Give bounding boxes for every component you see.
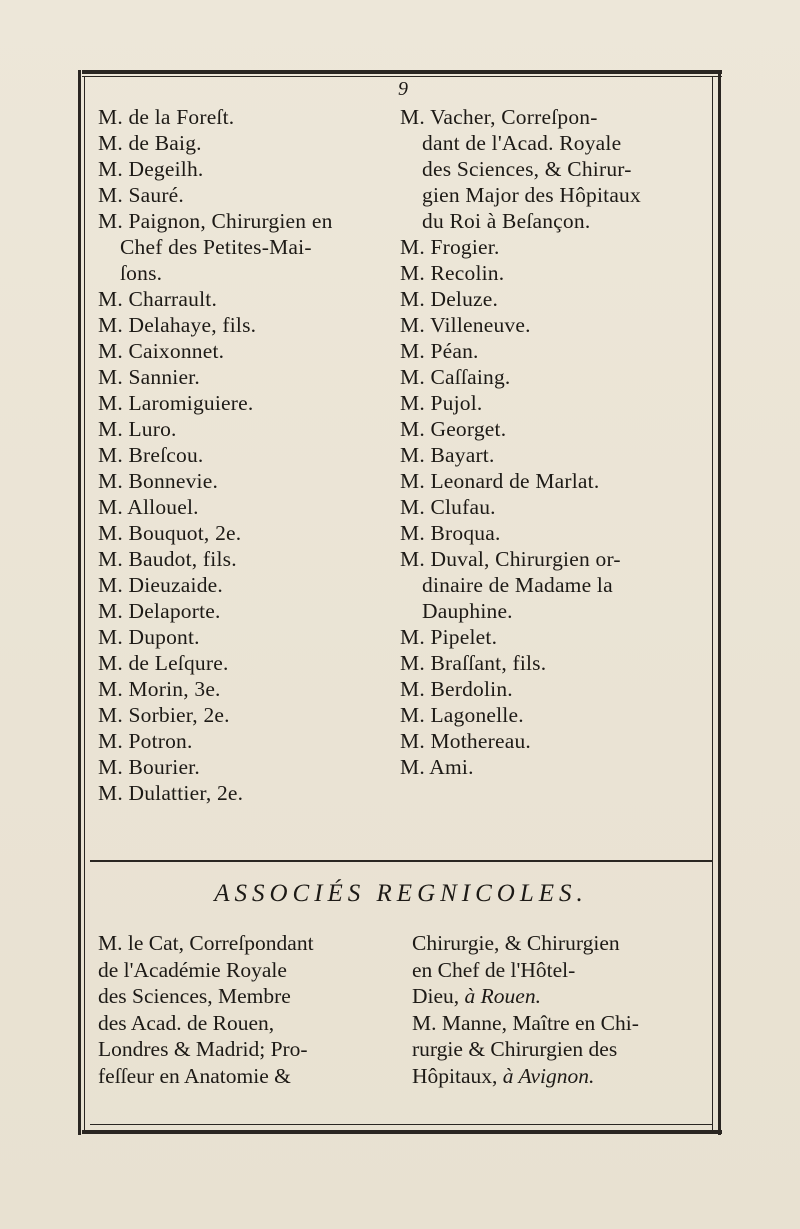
left-border-thin [84, 76, 85, 1131]
associate-line [98, 1036, 390, 1063]
associate-line [98, 957, 390, 984]
member-entry: M. Mothereau. [400, 729, 531, 753]
member-entry: M. Pipelet. [400, 625, 498, 649]
entry-continuation: gien Major des Hôpitaux [422, 183, 641, 207]
member-entry: M. Paignon, Chirurgien en [98, 209, 333, 233]
associate-line [412, 957, 712, 984]
member-entry: M. Laromiguiere. [98, 391, 254, 415]
member-entry: M. Degeilh. [98, 157, 204, 181]
member-entry: M. Villeneuve. [400, 313, 531, 337]
member-entry: M. Frogier. [400, 235, 500, 259]
member-entry: M. Morin, 3e. [98, 677, 221, 701]
associate-line [412, 1036, 712, 1063]
associate-line [98, 1063, 390, 1090]
member-entry: M. Dulattier, 2e. [98, 781, 244, 805]
member-entry: M. Bonnevie. [98, 469, 219, 493]
member-entry: M. de Baig. [98, 131, 202, 155]
member-entry: M. Caſſaing. [400, 365, 511, 389]
associate-text: en Chef de l'Hôtel- [412, 957, 576, 982]
member-entry: M. Ami. [400, 755, 474, 779]
member-entry: M. Broqua. [400, 521, 501, 545]
member-entry: M. Georget. [400, 417, 507, 441]
bottom-rule-thin [90, 1124, 712, 1125]
section-divider [90, 860, 712, 862]
associate-line [412, 1010, 712, 1037]
associate-line [412, 1063, 712, 1090]
member-entry: M. Caixonnet. [98, 339, 225, 363]
member-entry: M. Bourier. [98, 755, 200, 779]
member-entry: M. Bouquot, 2e. [98, 521, 242, 545]
member-entry: M. Pujol. [400, 391, 483, 415]
member-entry: M. de la Foreſt. [98, 105, 235, 129]
member-entry: M. Breſcou. [98, 443, 204, 467]
member-entry: M. Sauré. [98, 183, 184, 207]
member-entry: M. Clufau. [400, 495, 496, 519]
member-entry: M. Péan. [400, 339, 479, 363]
associate-text: des Acad. de Rouen, [98, 1010, 275, 1035]
page-number: 9 [398, 78, 408, 100]
member-entry: M. Dieuzaide. [98, 573, 223, 597]
member-entry: M. Braſſant, fils. [400, 651, 547, 675]
entry-continuation: Chef des Petites-Mai- [120, 235, 312, 259]
entry-continuation: dant de l'Acad. Royale [422, 131, 622, 155]
member-entry: M. Recolin. [400, 261, 505, 285]
associate-text: feſſeur en Anatomie & [98, 1063, 291, 1088]
member-entry: M. Deluze. [400, 287, 499, 311]
member-entry: M. Dupont. [98, 625, 200, 649]
member-entry: M. Sorbier, 2e. [98, 703, 230, 727]
entry-continuation: du Roi à Beſançon. [422, 209, 591, 233]
associate-line [98, 983, 390, 1010]
bottom-rule [82, 1130, 722, 1134]
member-entry: M. Baudot, fils. [98, 547, 237, 571]
member-entry: M. Luro. [98, 417, 177, 441]
top-rule-thin [82, 76, 722, 77]
associate-line [98, 1010, 390, 1037]
associate-line [412, 983, 712, 1010]
entry-continuation: ſons. [120, 261, 163, 285]
member-entry: M. Vacher, Correſpon- [400, 105, 598, 129]
associate-location: à Rouen. [464, 984, 541, 1008]
member-entry: M. Allouel. [98, 495, 199, 519]
right-border [718, 70, 721, 1135]
associate-text: rurgie & Chirurgien des [412, 1037, 618, 1061]
entry-continuation: des Sciences, & Chirur- [422, 157, 632, 181]
associate-text: Chirurgie, & Chirurgien [412, 931, 620, 955]
member-entry: M. Lagonelle. [400, 703, 524, 727]
member-entry: M. Delaporte. [98, 599, 221, 623]
associate-text: Hôpitaux, [412, 1063, 503, 1088]
entry-continuation: Dauphine. [422, 599, 513, 623]
member-entry: M. Leonard de Marlat. [400, 469, 600, 493]
associate-text: M. le Cat, Correſpondant [98, 931, 314, 955]
associate-text: Londres & Madrid; Pro- [98, 1037, 308, 1061]
member-entry: M. Potron. [98, 729, 193, 753]
associate-text: Dieu, [412, 984, 465, 1008]
member-entry: M. de Leſqure. [98, 651, 229, 675]
top-rule [82, 70, 722, 74]
associate-line [412, 930, 712, 957]
associates-right-column [412, 930, 712, 1089]
member-entry: M. Sannier. [98, 365, 200, 389]
right-border-thin [712, 76, 713, 1131]
left-border [78, 70, 81, 1135]
member-entry: M. Charrault. [98, 287, 218, 311]
member-entry: M. Delahaye, fils. [98, 313, 257, 337]
member-list-left [98, 104, 390, 806]
associates-left-column [98, 930, 390, 1089]
section-heading: ASSOCIÉS REGNICOLES. [214, 880, 588, 907]
member-list-right [400, 104, 700, 780]
member-entry: M. Duval, Chirurgien or- [400, 547, 621, 571]
member-entry: M. Berdolin. [400, 677, 513, 701]
associate-line [98, 930, 390, 957]
associate-text: de l'Académie Royale [98, 957, 287, 982]
associate-location: à Avignon. [502, 1063, 595, 1088]
associate-text: M. Manne, Maître en Chi- [412, 1010, 639, 1035]
member-entry: M. Bayart. [400, 443, 495, 467]
associate-text: des Sciences, Membre [98, 984, 291, 1008]
entry-continuation: dinaire de Madame la [422, 573, 613, 597]
